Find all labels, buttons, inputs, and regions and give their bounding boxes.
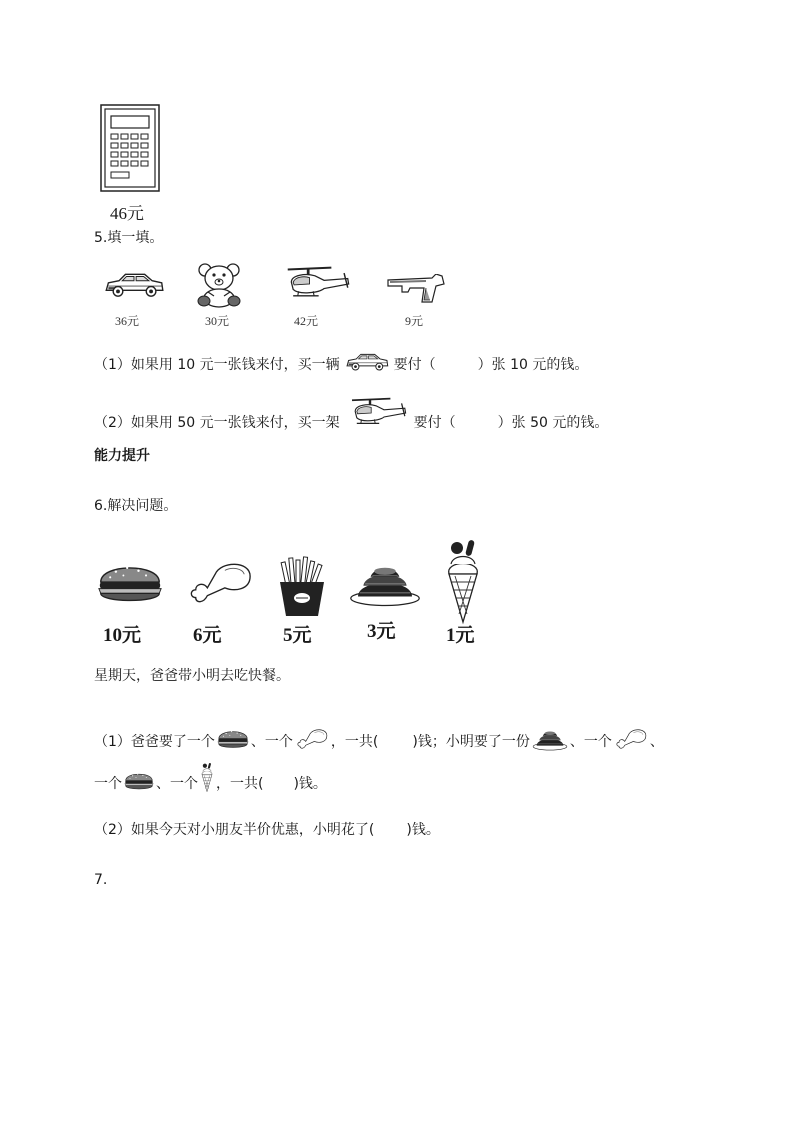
q6-p1-text-d: )钱；小明要了一份 [412,734,530,750]
q6-p1-text-c: ，一共( [330,734,379,750]
cake-icon [349,558,421,612]
helicopter-icon [278,264,352,308]
calculator-icon [100,104,160,196]
q6-p1-text-f: 、 [649,734,664,750]
hamburger-icon [97,556,163,614]
cake-price: 3元 [367,621,396,642]
chicken-leg-icon [614,727,648,755]
q6-part1-line2 [94,769,734,797]
q6-p1-text-g: 一个 [94,776,122,792]
q6-p1-text-j: )钱。 [293,776,327,792]
fries-icon [276,556,328,622]
q6-p1-text-b: 、一个 [250,734,293,750]
q5-p2-text-a: （2）如果用 50 元一张钱来付，买一架 [94,415,340,431]
q6-p1-text-h: 、一个 [156,776,198,792]
helicopter-price: 42元 [294,314,319,328]
q7-title: 7. [94,872,108,888]
hamburger-price: 10元 [103,625,142,646]
q6-part1-line1 [94,727,734,755]
ice-cream-price: 1元 [446,625,475,646]
car-icon [102,268,166,306]
q6-p2-text-a: （2）如果今天对小朋友半价优惠，小明花了( [94,822,375,838]
q5-p2-text-b: 要付（ [413,415,456,431]
q6-p1-text-a: （1）爸爸要了一个 [94,734,215,750]
q5-p2-text-c: ）张 50 元的钱。 [497,415,609,431]
helicopter-icon [344,394,408,436]
q5-p1-text-b: 要付（ [393,357,436,373]
section-title: 能力提升 [94,448,150,464]
teddy-bear-icon [194,260,244,312]
teddy-bear-price: 30元 [205,314,230,328]
q6-title: 6.解决问题。 [94,498,178,514]
q5-title: 5.填一填。 [94,230,164,246]
chicken-leg-price: 6元 [193,625,222,646]
toy-gun-price: 9元 [405,314,424,328]
q6-p1-text-e: 、一个 [569,734,612,750]
ice-cream-icon [443,538,483,632]
q6-p2-text-b: )钱。 [406,822,440,838]
car-icon [344,350,390,378]
calculator-price: 46元 [110,204,144,223]
fries-price: 5元 [283,625,312,646]
ice-cream-icon [200,762,214,798]
chicken-leg-icon [186,558,254,612]
cake-icon [532,727,568,755]
hamburger-icon [124,769,154,797]
q6-p1-text-i: ，一共( [216,776,264,792]
car-price: 36元 [115,314,140,328]
hamburger-icon [217,726,249,756]
q5-p1-text-a: （1）如果用 10 元一张钱来付，买一辆 [94,357,340,373]
q5-p1-text-c: ）张 10 元的钱。 [477,357,589,373]
q6-intro: 星期天，爸爸带小明去吃快餐。 [94,668,290,684]
q5-part2 [94,408,734,436]
q5-part1 [94,350,734,378]
chicken-leg-icon [295,727,329,755]
toy-gun-icon [386,274,450,308]
q6-part2 [94,815,734,843]
